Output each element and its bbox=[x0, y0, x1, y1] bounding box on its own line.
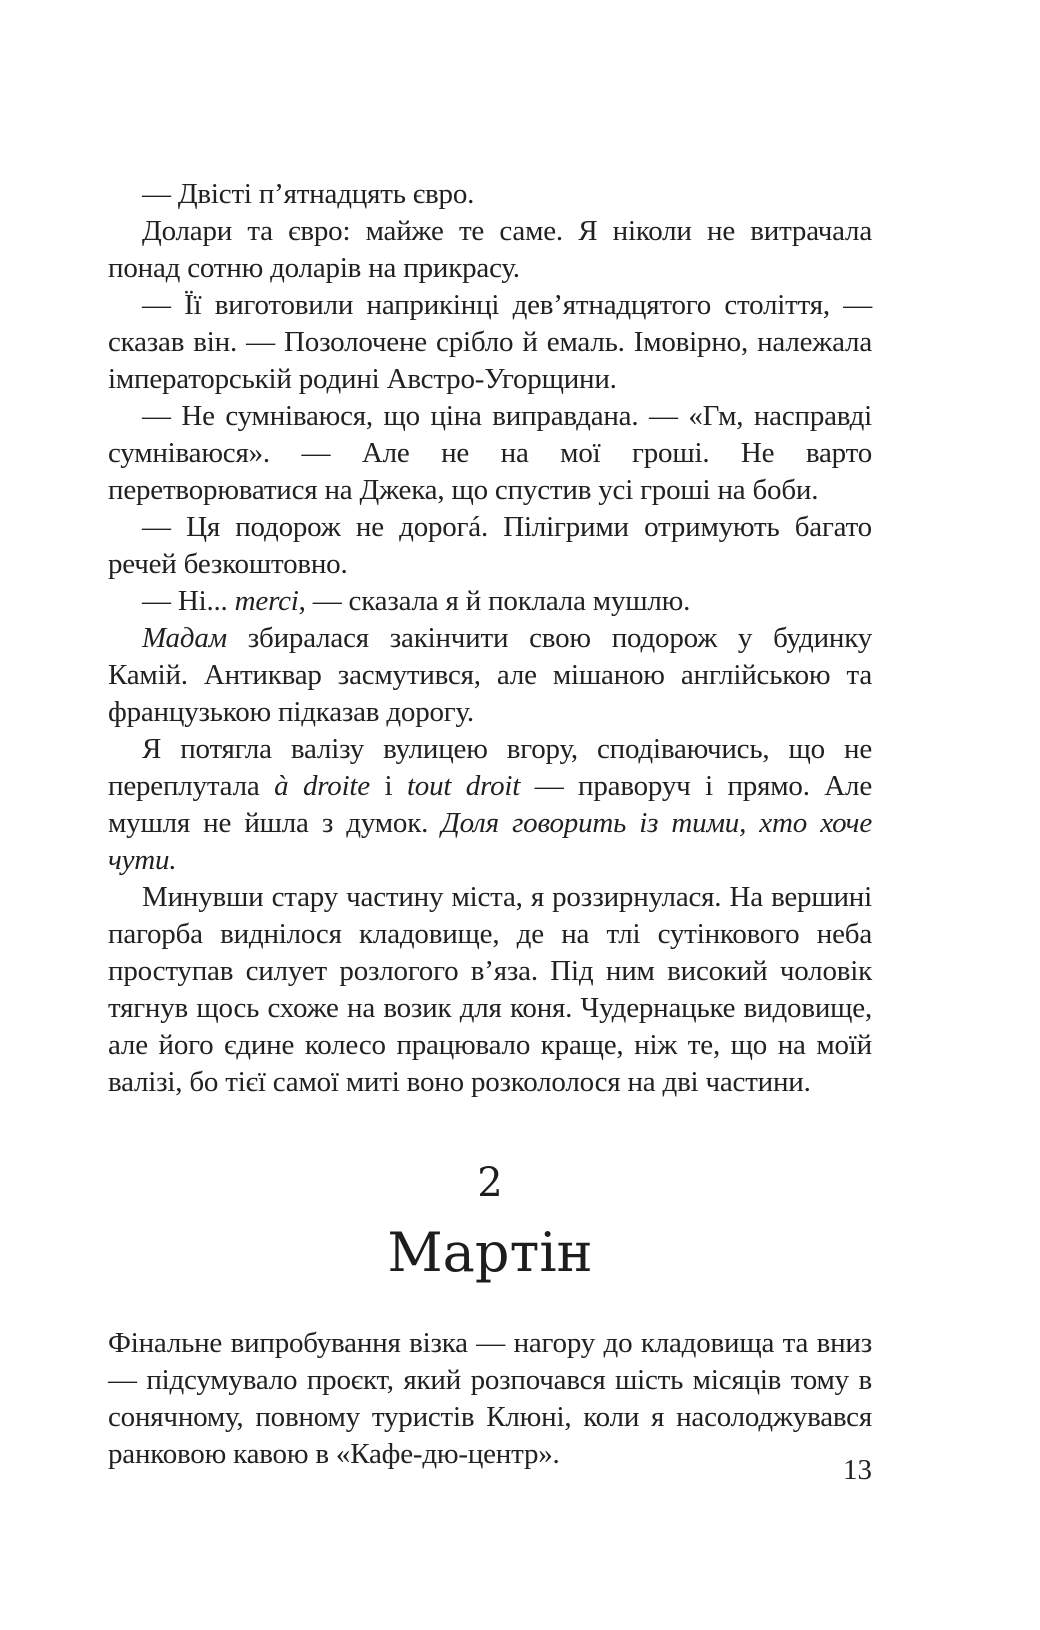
text: — Двісті п’ятнадцять євро. bbox=[142, 178, 475, 210]
text: — Її виготовили наприкінці дев’ятнадцятого століття, — сказав він. — Позолочене срібло й емаль. Імовірно, належала імператорській родині Австро-Угорщини. bbox=[108, 289, 872, 395]
paragraph bbox=[108, 176, 872, 213]
italic-text: tout droit bbox=[406, 770, 521, 802]
italic-text: Доля говорить із тими, хто хоче чути. bbox=[108, 807, 872, 876]
body-paragraphs bbox=[108, 176, 872, 1101]
paragraph bbox=[108, 287, 872, 398]
paragraph bbox=[108, 1325, 872, 1473]
paragraph bbox=[108, 731, 872, 879]
text: Минувши стару частину міста, я роззирнулася. На вершині пагорба виднілося кладовище, де на тлі сутінкового неба проступав силует розлогого в’яза. Під ним високий чоловік тягнув щось схоже на возик для коня. Чудернацьке видовище, але його єдине колесо працювало краще, ніж те, що на моїй валізі, бо тієї самої миті воно розкололося на дві частини. bbox=[108, 881, 872, 1098]
text: і bbox=[369, 770, 407, 802]
chapter-number: 2 bbox=[477, 1160, 503, 1206]
chapter-opening-text bbox=[108, 1325, 872, 1473]
paragraph bbox=[108, 213, 872, 287]
italic-text: à droite bbox=[274, 770, 370, 802]
italic-text: merci bbox=[234, 585, 299, 617]
text: — Ні... bbox=[142, 585, 235, 617]
text: Долари та євро: майже те саме. Я ніколи не витрачала понад сотню доларів на прикрасу. bbox=[108, 215, 872, 284]
text: збиралася закінчити свою подорож у будинку Камій. Антиквар засмутився, але мішаною англійською та французькою підказав дорогу. bbox=[108, 622, 872, 728]
paragraph bbox=[108, 879, 872, 1101]
paragraph bbox=[108, 620, 872, 731]
paragraph bbox=[108, 509, 872, 583]
paragraph bbox=[108, 398, 872, 509]
text: , — сказала я й поклала мушлю. bbox=[298, 585, 691, 617]
text: — Ця подорож не дорогá. Пілігрими отримують багато речей безкоштовно. bbox=[108, 511, 872, 580]
page-number: 13 bbox=[843, 1454, 872, 1486]
text: Фінальне випробування візка — нагору до кладовища та вниз — підсумувало проєкт, який розпочався шість місяців тому в сонячному, повному туристів Клюні, коли я насолоджувався ранковою кавою в «Кафе-дю-центр». bbox=[108, 1327, 872, 1470]
text: Я потягла валізу вулицею вгору, сподіваючись, що не переплутала bbox=[108, 733, 872, 802]
italic-text: Мадам bbox=[142, 622, 227, 654]
text: — праворуч і прямо. Але мушля не йшла з думок. bbox=[108, 770, 872, 839]
text: — Не сумніваюся, що ціна виправдана. — «Гм, насправді сумніваюся». — Але не на мої гроші. Не варто перетворюватися на Джека, що спустив усі гроші на боби. bbox=[108, 400, 872, 506]
paragraph bbox=[108, 583, 872, 620]
chapter-heading bbox=[108, 1159, 872, 1285]
chapter-title: Мартін bbox=[387, 1221, 593, 1284]
body-text-column bbox=[108, 176, 872, 1473]
